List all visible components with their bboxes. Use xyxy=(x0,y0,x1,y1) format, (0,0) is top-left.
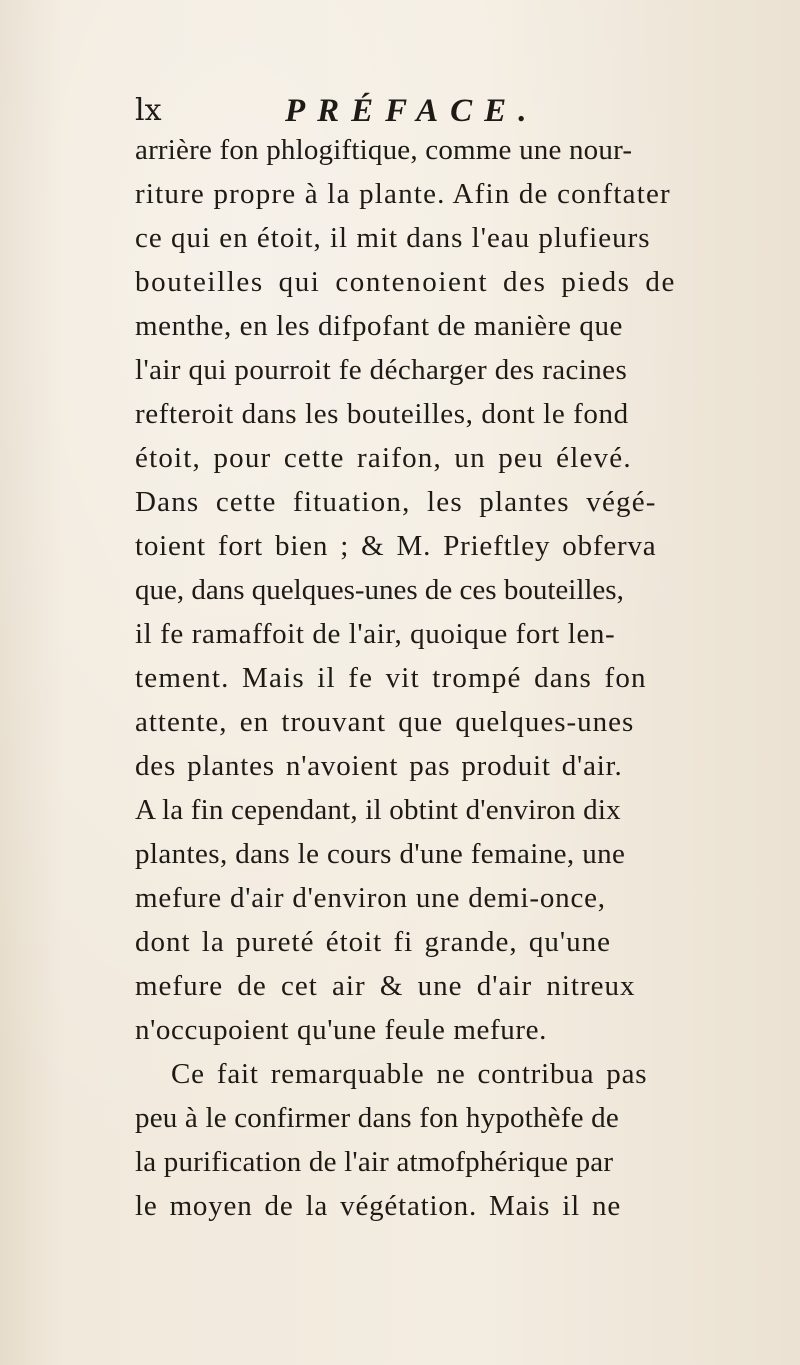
text-line: des plantes n'avoient pas produit d'air. xyxy=(135,750,623,782)
text-line: A la fin cependant, il obtint d'environ dix xyxy=(135,794,621,826)
text-line: arrière fon phlogiftique, comme une nour- xyxy=(135,134,633,166)
text-line: l'air qui pourroit fe décharger des racines xyxy=(135,354,628,386)
text-line: toient fort bien ; & M. Prieftley obferva xyxy=(135,530,657,562)
text-line: peu à le confirmer dans fon hypothèfe de xyxy=(135,1102,619,1134)
text-line: mefure d'air d'environ une demi-once, xyxy=(135,882,606,914)
text-line: Ce fait remarquable ne contribua pas xyxy=(171,1058,648,1090)
text-line: que, dans quelques-unes de ces bouteilles, xyxy=(135,574,624,606)
text-line: le moyen de la végétation. Mais il ne xyxy=(135,1190,622,1222)
page-number: lx xyxy=(135,93,162,128)
text-line: étoit, pour cette raifon, un peu élevé. xyxy=(135,442,632,474)
text-line: il fe ramaffoit de l'air, quoique fort len- xyxy=(135,618,616,650)
text-line: attente, en trouvant que quelques-unes xyxy=(135,706,635,738)
text-line: Dans cette fituation, les plantes végé- xyxy=(135,486,657,518)
text-line: riture propre à la plante. Afin de conftater xyxy=(135,178,671,210)
text-line: n'occupoient qu'une feule mefure. xyxy=(135,1014,547,1046)
text-line: la purification de l'air atmofphérique par xyxy=(135,1146,614,1178)
text-line: bouteilles qui contenoient des pieds de xyxy=(135,266,676,298)
text-line: dont la pureté étoit fi grande, qu'une xyxy=(135,926,611,958)
text-line: mefure de cet air & une d'air nitreux xyxy=(135,970,636,1002)
running-head: PRÉFACE. xyxy=(285,93,539,129)
text-line: tement. Mais il fe vit trompé dans fon xyxy=(135,662,647,694)
text-line: plantes, dans le cours d'une femaine, une xyxy=(135,838,626,870)
text-line: ce qui en étoit, il mit dans l'eau plufieurs xyxy=(135,222,651,254)
text-line: menthe, en les difpofant de manière que xyxy=(135,310,624,342)
text-line: refteroit dans les bouteilles, dont le fond xyxy=(135,398,629,430)
